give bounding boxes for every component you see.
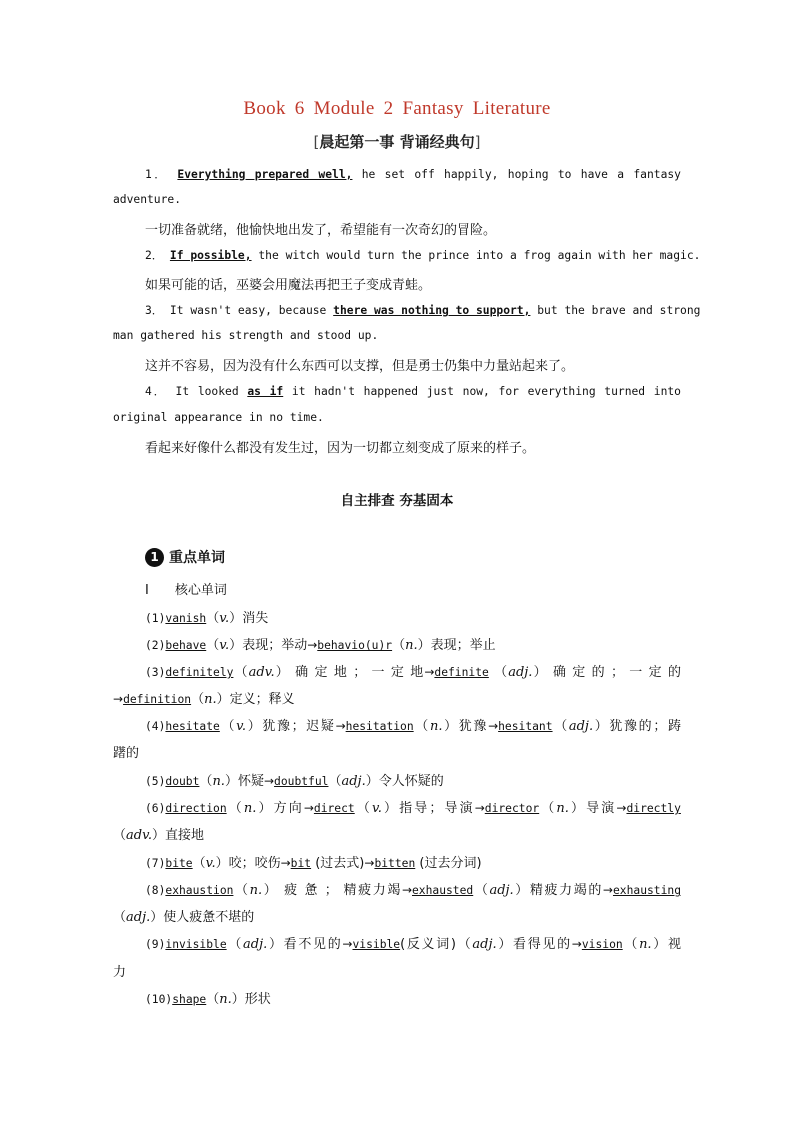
text-segment: 咬；咬伤: [228, 856, 281, 871]
part-of-speech: n.: [243, 801, 257, 816]
vocab-word: director: [484, 802, 540, 815]
text-segment: (5): [145, 775, 166, 788]
subtitle-text: 晨起第一事 背诵经典句: [319, 133, 475, 151]
text-segment: (6): [145, 802, 166, 815]
text-segment: 表现；举止: [430, 638, 496, 653]
sentence-1-line-2: adventure.: [113, 193, 182, 206]
vocab-word: hesitant: [498, 720, 553, 733]
vocab-item-7: (7)bite（v.）咬；咬伤→bit (过去式)→bitten (过去分词): [145, 856, 482, 871]
text-segment: 看不见的: [283, 937, 343, 952]
part-of-speech: v.: [371, 801, 382, 816]
part-of-speech: n.: [429, 719, 443, 734]
part-of-speech: v.: [236, 719, 247, 734]
text-segment: 犹豫的；踌: [609, 719, 681, 734]
arrow-icon: →: [401, 883, 412, 897]
text-segment: 疲 惫 ； 精疲力竭: [284, 883, 402, 898]
text-segment: (10): [145, 993, 173, 1006]
text-segment: Ⅰ: [145, 583, 149, 598]
part-of-speech: n.: [204, 692, 217, 707]
subtitle-close-bracket: ]: [474, 133, 481, 151]
text-segment: It wasn't easy, because: [169, 304, 327, 317]
sentence-4-translation: 看起来好像什么都没有发生过，因为一切都立刻变成了原来的样子。: [145, 441, 536, 456]
vocab-word: shape: [172, 993, 207, 1006]
vocab-word: definition: [123, 693, 192, 706]
sentence-3-highlight: there was nothing to support,: [333, 304, 531, 317]
subtitle-open-bracket: [: [313, 133, 320, 151]
vocab-section-title: 重点单词: [169, 550, 225, 566]
sentence-1-translation: 一切准备就绪，他愉快地出发了，希望能有一次奇幻的冒险。: [145, 223, 497, 238]
vocab-word: vanish: [165, 612, 207, 625]
vocab-word: doubt: [165, 775, 200, 788]
text-segment: 指导；导演: [399, 801, 475, 816]
vocab-word: behave: [165, 639, 207, 652]
arrow-icon: →: [303, 801, 314, 815]
vocab-word: exhausted: [412, 884, 474, 897]
part-of-speech: n.: [639, 937, 652, 952]
text-segment: 4．: [145, 385, 167, 398]
sentence-3-line-1: [145, 302, 701, 318]
part-of-speech: n.: [249, 883, 263, 898]
sentence-2-translation: 如果可能的话，巫婆会用魔法再把王子变成青蛙。: [145, 278, 432, 293]
vocab-section-heading: [145, 547, 225, 567]
text-segment: 导演: [586, 801, 617, 816]
arrow-icon: →: [342, 937, 353, 951]
subsection-heading: [145, 579, 681, 598]
part-of-speech: adj.: [243, 937, 268, 952]
part-of-speech: n.: [219, 992, 232, 1007]
vocab-item-3-cont: →definition（n.）定义；释义: [113, 692, 295, 707]
text-segment: (过去式): [315, 856, 365, 871]
text-segment: (过去分词): [419, 856, 482, 871]
vocab-item-9-cont: 力: [113, 965, 127, 980]
text-segment: 2．: [145, 249, 164, 262]
vocab-word: invisible: [165, 938, 227, 951]
vocab-word: doubtful: [274, 775, 329, 788]
number-badge-icon: 1: [145, 548, 164, 567]
part-of-speech: adj.: [126, 910, 151, 925]
text-segment: 定义；释义: [229, 692, 295, 707]
text-segment: 3．: [145, 304, 164, 317]
vocab-word: definite: [434, 666, 489, 679]
text-segment: 确 定 的 ； 一 定 的: [552, 665, 681, 680]
part-of-speech: adj.: [568, 719, 594, 734]
vocab-word: directly: [626, 802, 681, 815]
vocab-word: visible: [352, 938, 401, 951]
text-segment: (2): [145, 639, 166, 652]
vocab-word: direction: [165, 802, 227, 815]
part-of-speech: adj.: [489, 883, 514, 898]
part-of-speech: adj.: [341, 774, 366, 789]
part-of-speech: v.: [219, 638, 230, 653]
vocab-word: direct: [313, 802, 355, 815]
vocab-word: exhausting: [612, 884, 681, 897]
arrow-icon: →: [424, 665, 435, 679]
page-title: Book 6 Module 2 Fantasy Literature: [243, 98, 551, 119]
sentence-2-line-1: [145, 247, 701, 263]
text-segment: (8): [145, 884, 166, 897]
part-of-speech: n.: [556, 801, 569, 816]
part-of-speech: adj.: [508, 665, 533, 680]
arrow-icon: →: [263, 774, 275, 788]
text-segment: 看得见的: [513, 937, 572, 952]
sentence-4-highlight: as if: [247, 385, 284, 398]
text-segment: (反义词): [400, 937, 456, 952]
vocab-word: vision: [581, 938, 623, 951]
part-of-speech: n.: [212, 774, 225, 789]
arrow-icon: →: [280, 856, 291, 870]
part-of-speech: adv.: [248, 665, 275, 680]
vocab-word: behavio(u)r: [317, 639, 393, 652]
text-segment: 形状: [244, 992, 271, 1007]
part-of-speech: adv.: [126, 828, 153, 843]
part-of-speech: n.: [405, 638, 418, 653]
text-segment: 视: [667, 937, 681, 952]
text-segment: but the brave and strong: [537, 304, 701, 317]
text-segment: it hadn't happened just now, for everything turned into: [291, 385, 681, 398]
text-segment: 确 定 地 ； 一 定 地: [295, 665, 425, 680]
text-segment: (1): [145, 612, 166, 625]
arrow-icon: →: [602, 883, 613, 897]
page-subtitle: [0, 131, 794, 152]
vocab-item-4-cont: 躇的: [113, 746, 140, 761]
text-segment: 犹豫: [458, 719, 489, 734]
vocab-item-2: (2)behave（v.）表现；举动→behavio(u)r（n.）表现；举止: [145, 638, 496, 653]
vocab-item-9: (9)invisible（adj.）看不见的→visible(反义词)（adj.）看得见的→vision（n.）视: [145, 937, 681, 952]
text-segment: the witch would turn the prince into a frog again with her magic.: [258, 249, 701, 262]
vocab-item-6: (6)direction（n.）方向→direct（v.）指导；导演→director（n.）导演→directly: [145, 801, 681, 816]
arrow-icon: →: [335, 719, 346, 733]
vocab-item-1: (1)vanish（v.）消失: [145, 611, 269, 626]
part-of-speech: adj.: [472, 937, 497, 952]
vocab-item-8-cont: （adj.）使人疲惫不堪的: [113, 910, 255, 925]
vocab-word: exhaustion: [165, 884, 234, 897]
text-segment: 表现；举动: [242, 638, 308, 653]
text-segment: 精疲力竭的: [529, 883, 603, 898]
text-segment: (4): [145, 720, 166, 733]
sentence-1-line-1: [145, 166, 681, 182]
text-segment: 方向: [273, 801, 304, 816]
arrow-icon: →: [113, 692, 124, 706]
sentence-4-line-2: original appearance in no time.: [113, 411, 324, 424]
arrow-icon: →: [307, 638, 318, 652]
text-segment: (3): [145, 666, 166, 679]
text-segment: 犹豫；迟疑: [262, 719, 336, 734]
arrow-icon: →: [616, 801, 627, 815]
text-segment: (9): [145, 938, 166, 951]
arrow-icon: →: [571, 937, 582, 951]
sentence-3-translation: 这并不容易，因为没有什么东西可以支撑，但是勇士仍集中力量站起来了。: [145, 359, 575, 374]
arrow-icon: →: [474, 801, 485, 815]
vocab-item-8: (8)exhaustion（n.） 疲 惫 ； 精疲力竭→exhausted（adj.）精疲力竭的→exhausting: [145, 883, 681, 898]
text-segment: 令人怀疑的: [378, 774, 444, 789]
vocab-word: bitten: [374, 857, 416, 870]
text-segment: 1．: [145, 168, 169, 181]
vocab-item-6-cont: （adv.）直接地: [113, 828, 205, 843]
part-of-speech: v.: [205, 856, 216, 871]
text-segment: 核心单词: [174, 583, 227, 598]
text-segment: (7): [145, 857, 166, 870]
sentence-3-line-2: man gathered his strength and stood up.: [113, 329, 379, 342]
sentence-2-highlight: If possible,: [169, 249, 252, 262]
arrow-icon: →: [488, 719, 499, 733]
vocab-item-3: (3)definitely（adv.） 确 定 地 ； 一 定 地→definite （adj.） 确 定 的 ； 一 定 的: [145, 665, 681, 680]
vocab-word: definitely: [165, 666, 234, 679]
vocab-word: hesitate: [165, 720, 220, 733]
vocab-word: bite: [165, 857, 193, 870]
section-heading: 自主排查 夯基固本: [340, 493, 454, 509]
text-segment: It looked: [175, 385, 239, 398]
text-segment: 使人疲惫不堪的: [163, 910, 255, 925]
text-segment: 消失: [242, 611, 269, 626]
sentence-4-line-1: [145, 383, 681, 399]
text-segment: he set off happily, hoping to have a fantasy: [361, 168, 681, 181]
text-segment: 直接地: [165, 828, 205, 843]
arrow-icon: →: [364, 856, 375, 870]
vocab-word: hesitation: [345, 720, 414, 733]
vocab-item-4: (4)hesitate（v.）犹豫；迟疑→hesitation（n.）犹豫→hesitant（adj.）犹豫的；踌: [145, 719, 681, 734]
text-segment: 怀疑: [237, 774, 264, 789]
vocab-word: bit: [290, 857, 312, 870]
part-of-speech: v.: [219, 611, 230, 626]
vocab-item-10: (10)shape（n.）形状: [145, 992, 271, 1007]
vocab-item-5: (5)doubt（n.）怀疑→doubtful（adj.）令人怀疑的: [145, 774, 444, 789]
sentence-1-highlight: Everything prepared well,: [177, 168, 353, 181]
